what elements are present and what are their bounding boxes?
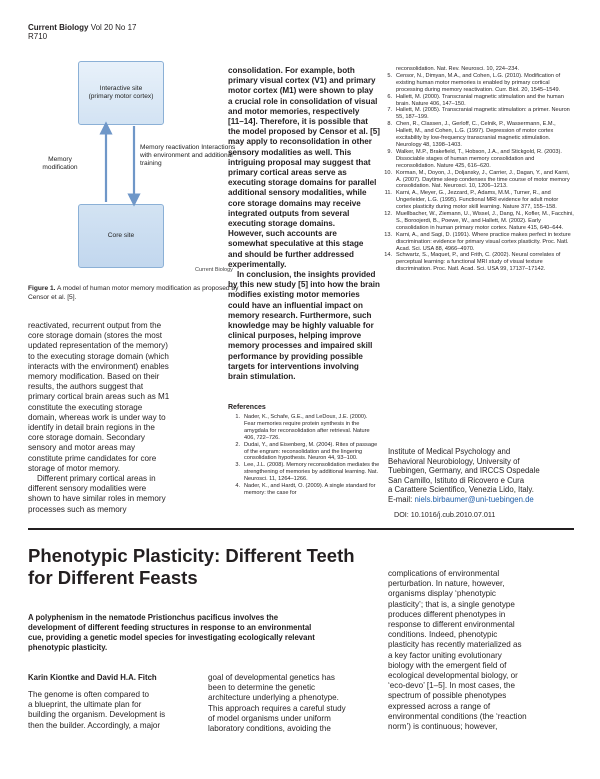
text-line: and motor memories, respectively xyxy=(228,106,360,116)
text-line: ‘eco-devo’ [1–5]. In most cases, the xyxy=(388,681,516,691)
text-line: constitute prime candidates for core xyxy=(28,453,157,463)
article-column-3 xyxy=(388,569,578,732)
text-line: phenotypic plasticity. xyxy=(28,643,108,652)
text-line: memory modification. Based on their xyxy=(28,372,160,382)
reference-number: 2. xyxy=(235,441,240,448)
text-line: A polyphenism in the nematode Pristionchus pacificus involves the xyxy=(28,613,279,622)
text-line: memory processes and impaired skill xyxy=(228,341,373,351)
text-line: building the organism. Development is xyxy=(28,710,166,720)
text-line: a key factor uniting evolutionary xyxy=(388,650,502,660)
reference-number xyxy=(378,66,396,73)
reference-item xyxy=(378,170,574,191)
interactive-site-box: Interactive site (primary motor cortex) xyxy=(78,61,164,125)
running-header xyxy=(28,23,137,32)
reference-number: 5. xyxy=(387,72,392,79)
text-line: core storage domains may receive xyxy=(228,198,361,208)
text-line: laboratory conditions, avoiding the xyxy=(208,724,331,734)
text-line: modifies existing motor memories xyxy=(228,290,360,300)
reference-text: Nader, K., Schafe, G.E., and LeDoux, J.E. (2000). Fear memories require protein synthesis in the amygdala for reconsolidation after retrieval. Nature 406, 722–726. xyxy=(244,414,370,441)
text-line: [11–14]. Therefore, it is possible that xyxy=(228,117,368,127)
text-line: consolidation. For example, both xyxy=(228,66,355,75)
reference-item xyxy=(378,252,574,273)
text-line: targets for interventions involving xyxy=(228,361,359,371)
text-line: ecological developmental biology, or xyxy=(388,671,518,681)
figure-1 xyxy=(28,54,246,276)
text-line: the model proposed by Censor et al. [5] xyxy=(228,127,381,137)
text-line: and should be further addressed xyxy=(228,249,354,259)
reference-text: Nader, K., and Hardt, O. (2009). A single standard for memory: the case for xyxy=(244,483,376,496)
reference-text: Karni, A., and Sagi, D. (1991). Where practice makes perfect in texture discrimination: evidence for primary visual cortex plasticity. Proc. Natl. Acad. Sci. USA 88, 4966–4970. xyxy=(396,231,571,252)
text-line: interacts with the environment) enables xyxy=(28,361,169,371)
affiliation xyxy=(388,447,578,505)
reference-item xyxy=(378,94,574,108)
text-line: processes such as memory xyxy=(28,504,127,514)
text-line: brain stimulation. xyxy=(228,372,296,382)
text-line: updated representation of the memory) xyxy=(28,341,168,351)
reference-number: 11. xyxy=(384,190,392,197)
references-col2 xyxy=(226,414,380,497)
text-line: In conclusion, the insights provided xyxy=(228,270,376,280)
reference-item xyxy=(378,211,574,232)
text-line: expressed across a range of xyxy=(388,701,491,711)
text-line: spectrum of possible phenotypes xyxy=(388,691,507,701)
text-line: The genome is often compared to xyxy=(28,690,150,699)
reference-text: Censor, N., Dimyan, M.A., and Cohen, L.G. (2010). Modification of existing human motor memories is enabled by primary cortical processing during memory reactivation. Curr. Biol. 20, 1545–1549. xyxy=(396,72,561,93)
reference-item xyxy=(378,121,574,149)
text-line: conditions. Indeed, phenotypic xyxy=(388,630,498,640)
text-line: core storage domain. Secondary xyxy=(28,433,145,443)
reference-text: Muellbacher, W., Ziemann, U., Wissel, J., Dang, N., Kofler, M., Facchini, S., Boroojerdi, B., Poewe, W., and Hallett, M. (2002). Early consolidation in human primary motor cortex. Nature 415, 640–644. xyxy=(396,211,574,231)
text-line: goal of developmental genetics has xyxy=(208,673,335,682)
reference-text: reconsolidation. Nat. Rev. Neurosci. 10, 224–234. xyxy=(396,66,520,72)
text-line: been to determine the genetic xyxy=(208,683,316,693)
reference-item xyxy=(378,190,574,211)
reference-text: Dudai, Y., and Eisenberg, M. (2004). Rites of passage of the engram: reconsolidation and the lingering consolidation hypothesis. Neuron 44, 93–100. xyxy=(244,441,378,462)
reference-text: Hallett, M. (2005). Transcranial magnetic stimulation: a primer. Neuron 55, 187–199. xyxy=(396,107,570,121)
text-line: clinical purposes, helping improve xyxy=(228,331,362,341)
text-line: a blueprint, the ultimate plan for xyxy=(28,700,142,710)
text-line: executing storage domains. xyxy=(228,219,336,229)
text-line: knowledge may be highly valuable for xyxy=(228,321,374,331)
figure-caption: Figure 1. A model of human motor memory modification as proposed by Censor et al. [5]. xyxy=(28,285,239,301)
text-line: biology with the emergent field of xyxy=(388,660,507,670)
reference-item xyxy=(378,73,574,94)
reference-number: 12. xyxy=(384,211,392,218)
reference-item xyxy=(378,66,574,73)
text-line: Tuebingen, Germany, and IRCCS Ospedale xyxy=(388,466,540,476)
text-line: by this new study [5] into how the brain xyxy=(228,280,380,290)
memory-reactivation-label: Memory reactivation Interactions with environment and additional training xyxy=(140,144,236,167)
core-site-box: Core site xyxy=(78,204,164,268)
text-line: primary cortical brain areas such as M1 xyxy=(28,392,170,402)
article-column-2 xyxy=(208,673,378,734)
reference-number: 9. xyxy=(387,148,392,155)
text-line: Different primary cortical areas in xyxy=(28,474,156,484)
figure-credit: Current Biology xyxy=(195,267,233,273)
text-line: sensory modalities as well. This xyxy=(228,147,352,157)
reference-text: Korman, M., Doyon, J., Doljansky, J., Carrier, J., Dagan, Y., and Karni, A. (2007). Daytime sleep condenses the time course of motor memory consolidation. Nat. Neurosci. 10, 1206–1213. xyxy=(396,169,570,190)
text-line: constitute the executing storage xyxy=(28,402,143,412)
section-rule xyxy=(28,528,574,530)
body-column-2 xyxy=(228,66,381,382)
article-column-1 xyxy=(28,690,178,731)
memory-modification-label: Memory modification xyxy=(42,156,78,171)
reference-number: 1. xyxy=(235,414,240,420)
text-line: produces different phenotypes in xyxy=(388,609,506,619)
doi: DOI: 10.1016/j.cub.2010.07.011 xyxy=(394,510,496,519)
text-line: complications of environmental xyxy=(388,569,500,578)
text-line: core storage domain (stores the most xyxy=(28,331,163,341)
email-label: E-mail: xyxy=(388,494,413,504)
text-line: results, the authors suggest that xyxy=(28,382,144,392)
text-line: architecture underlying a phenotype. xyxy=(208,693,339,703)
text-line: could have an influential impact on xyxy=(228,300,363,310)
journal-name: Current Biology xyxy=(28,23,89,32)
text-line: executing storage domains for parallel xyxy=(228,178,377,188)
text-line: primary visual cortex (V1) and primary xyxy=(228,76,376,86)
text-line: plasticity’; that is, a single genotype xyxy=(388,599,515,609)
text-line: However, such accounts are xyxy=(228,229,337,239)
references-col3 xyxy=(378,66,574,273)
text-line: Behavioral Neurobiology, University of xyxy=(388,456,520,466)
text-line: a crucial role in consolidation of visual xyxy=(228,96,378,106)
reference-number: 8. xyxy=(387,121,392,128)
text-line: to the executing storage domain (which xyxy=(28,351,169,361)
reference-number: 14. xyxy=(384,252,392,259)
text-line: of model organisms under uniform xyxy=(208,713,331,723)
text-line: somewhat speculative at this stage xyxy=(228,239,364,249)
email-link[interactable]: niels.birbaumer@uni-tuebingen.de xyxy=(414,494,534,504)
text-line: motor cortex (M1) were shown to play xyxy=(228,86,374,96)
text-line: San Camillo, Istituto di Ricovero e Cura xyxy=(388,475,525,485)
reference-text: Schwartz, S., Maquet, P., and Frith, C. (2002). Neural correlates of perceptual learning: a functional MRI study of visual texture discrimination. Proc. Natl. Acad. Sci. USA 99, 17137–17142. xyxy=(396,252,561,273)
text-line: then the builder. Accordingly, a major xyxy=(28,720,161,730)
text-line: a Carattere Scientifico, Venezia Lido, Italy. xyxy=(388,485,534,495)
reference-item xyxy=(226,462,380,483)
text-line: storage of motor memory. xyxy=(28,463,121,473)
text-line: development of different feeding structures in response to an environmental xyxy=(28,623,312,632)
text-line: norm’) is continuous; however, xyxy=(388,722,498,732)
reference-number: 3. xyxy=(235,462,240,469)
reference-item xyxy=(226,414,380,442)
reference-text: Lee, J.L. (2008). Memory reconsolidation mediates the strengthening of memories by additional learning. Nat. Neurosci. 11, 1264–1266. xyxy=(244,462,380,483)
reference-item xyxy=(226,483,380,497)
text-line: organisms display ‘phenotypic xyxy=(388,589,496,599)
text-line: environmental conditions (the ‘reaction xyxy=(388,711,527,721)
text-line: primary cortical areas serve as xyxy=(228,168,347,178)
body-column-1 xyxy=(28,321,246,515)
text-line: may apply to reconsolidation in other xyxy=(228,137,372,147)
text-line: performance by providing possible xyxy=(228,351,363,361)
text-line: different sensory modalities were xyxy=(28,484,147,494)
reference-number: 4. xyxy=(235,483,240,490)
references-heading: References xyxy=(228,404,266,411)
article-authors: Karin Kiontke and David H.A. Fitch xyxy=(28,673,157,682)
article-title: Phenotypic Plasticity: Different Teeth for Different Feasts xyxy=(28,545,355,588)
reference-text: Karni, A., Meyer, G., Jezzard, P., Adams, M.M., Turner, R., and Ungerleider, L.G. (1995). Functional MRI evidence for adult motor cortex plasticity during motor skill learning. Nature 377, 155–158. xyxy=(396,190,559,211)
text-line: Institute of Medical Psychology and xyxy=(388,447,511,456)
reference-item xyxy=(226,442,380,463)
text-line: intriguing proposal may suggest that xyxy=(228,157,371,167)
reference-item xyxy=(378,232,574,253)
reference-text: Chen, R., Classen, J., Gerloff, C., Celnik, P., Wassermann, E.M., Hallett, M., and Cohen, L.G. (1997). Depression of motor cortex excitability by low-frequency transcranial magnetic stimulation. Neurology 48, 1398–1403. xyxy=(396,121,556,148)
text-line: sensory and motor areas may xyxy=(28,443,136,453)
text-line: reactivated, recurrent output from the xyxy=(28,321,162,330)
reference-text: Walker, M.P., Brakefield, T., Hobson, J.A., and Stickgold, R. (2003). Dissociable stages of human memory consolidation and reconsolidation. Nature 425, 616–620. xyxy=(396,148,562,169)
text-line: identify in detail brain regions in the xyxy=(28,423,155,433)
journal-volume: Vol 20 No 17 xyxy=(90,23,137,32)
page-number: R710 xyxy=(28,32,48,41)
text-line: domain, whereas work is under way to xyxy=(28,412,166,422)
text-line: integrated outputs from several xyxy=(228,208,350,218)
reference-number: 6. xyxy=(387,93,392,100)
reference-item xyxy=(378,107,574,121)
article-abstract xyxy=(28,613,378,653)
reference-number: 13. xyxy=(384,231,392,238)
text-line: shown to have similar roles in memory xyxy=(28,494,166,504)
reference-item xyxy=(378,149,574,170)
text-line: memory research. Furthermore, such xyxy=(228,310,372,320)
reference-number: 10. xyxy=(384,169,392,176)
text-line: This approach requires a careful study xyxy=(208,703,346,713)
text-line: plasticity has recently materialized as xyxy=(388,640,522,650)
text-line: cue, providing a genetic model species for investigating ecologically relevant xyxy=(28,633,315,642)
reference-number: 7. xyxy=(387,107,392,114)
text-line: response to different environmental xyxy=(388,620,515,630)
text-line: additional sensory modalities, while xyxy=(228,188,367,198)
reference-text: Hallett, M. (2000). Transcranial magnetic stimulation and the human brain. Nature 406, 147–150. xyxy=(396,93,564,107)
text-line: experimentally. xyxy=(228,259,287,269)
text-line: perturbation. In nature, however, xyxy=(388,579,505,589)
